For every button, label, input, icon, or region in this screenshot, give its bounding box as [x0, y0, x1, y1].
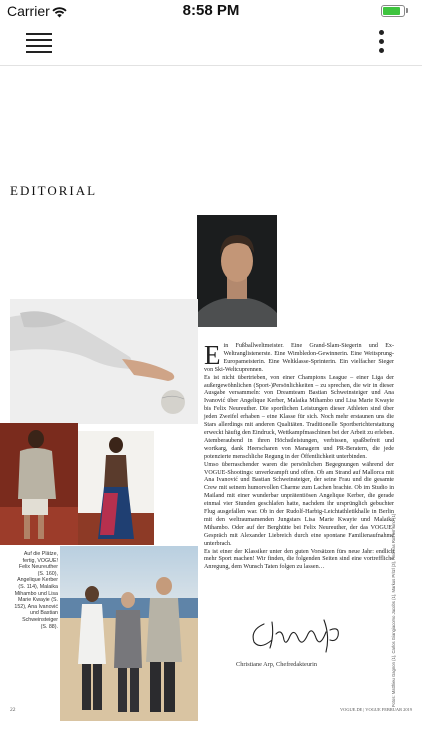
- athlete-photo-right: [78, 431, 154, 545]
- page-number: 22: [10, 707, 16, 713]
- photo-caption: Auf die Plätze, fertig, VOGUE! Felix Neureuther (S. 160), Angelique Kerber (S. 114), Malaika Mihambo und Lisa Marie Kwayie (S. 152), Ana Ivanović und Bastian Schweinsteiger (S. 88).: [14, 551, 58, 630]
- dropcap: E: [204, 340, 221, 370]
- clock: 8:58 PM: [182, 2, 240, 19]
- beach-group-photo: [60, 546, 198, 721]
- article-paragraph-1-text: in Fußballweltmeister. Eine Grand-Slam-Siegerin und Ex-Weltranglistenerste. Eine Wimbledon-Gewinnerin. Eine Weitsprung-Europameisterin. Eine Weltklasse-Sprinterin. Ein vielfacher Sieger von Ski-Weltcuprennen.: [204, 343, 394, 373]
- more-vertical-icon[interactable]: [374, 30, 388, 58]
- issue-footer: VOGUE.DE | VOGUE FEBRUAR 2019: [340, 707, 412, 712]
- arm-ball-photo: [10, 299, 198, 424]
- carrier-label: Carrier: [7, 3, 50, 19]
- nav-bar: [0, 22, 422, 66]
- handwritten-signature: [246, 612, 346, 661]
- article-paragraph-4: Es ist einer der Klassiker unter den guten Vorsätzen fürs neue Jahr: endlich mehr Sport machen! Wir finden, die folgenden Seiten sind eine vortreffliche Anregung, dem Wunsch Taten folgen zu lassen…: [204, 548, 394, 571]
- photo-credits: Fotos: Matthieu Gagnon (1), Carlos Giangiacomo Jacobs (1), Markus Pritzl (3), Andreas Rothermund (1): [391, 513, 396, 707]
- magazine-page[interactable]: [0, 67, 422, 750]
- signature-name: Christiane Arp, Chefredakteurin: [236, 661, 317, 668]
- battery-level: [383, 7, 400, 15]
- portrait-photo: [197, 215, 277, 327]
- status-bar: [0, 0, 422, 22]
- article-body: [204, 340, 394, 572]
- article-paragraph-2: Es ist nicht übertrieben, von einer Champions League – einer Liga der außergewöhnlichen (Sport-)Persönlichkeiten – zu sprechen, die wir in dieser Ausgabe versammeln: von Dreamteam Bastian Schweinsteiger und Ana Ivanović über Angelique Kerber, Malaika Mihambo und Lisa Marie Kwayie bis Felix Neureuther. Die sportlichen Leistungen dieser Athleten sind über jeden Zweifel erhaben – eine Klasse für sich. Noch mehr erstaunen uns die Stars allerdings mit anderen Qualitäten. Traditionelle Sportberichterstattung erweckt häufig den Eindruck, Wettkampfmaschinen bei der Arbeit zu erleben. Atemberaubend in ihren Höchstleistungen, verbissen, spaßbefreit und wortkarg, dank Heerscharen von Managern und PR-Beratern, die jede potenzierte menschliche Regung in der Öffentlichkeit unterbinden.: [204, 374, 394, 460]
- athlete-photo-left: [0, 423, 78, 545]
- battery-tip: [406, 8, 408, 13]
- hamburger-menu-icon[interactable]: [26, 33, 54, 53]
- page-title: EDITORIAL: [10, 183, 98, 198]
- article-paragraph-1: [204, 340, 394, 375]
- battery-icon: [381, 5, 405, 17]
- article-paragraph-3: Umso überraschender waren die persönlichen Begegnungen während der VOGUE-Shootings: unverkrampft und offen. Ob am Strand auf Mallorca mit Ana Ivanović und Bastian Schweinsteiger, der seine Frau und die gesamte Crew mit seinem humorvollen Charme zum Lachen brachte. Ob im Studio in Mailand mit einer wunderbar unprätentiösen Angelique Kerber, die gerade einmal vier Stunden geschlafen hatte, nachdem ihr ursprünglich gebuchter Flug ausgefallen war. Ob in der Rudolf-Harbig-Leichtathletikhalle in Berlin mit den weltraumamenden Jungstars Lisa Marie Kwayie und Malaika Mihambo. Oder auf der Berghütte bei Felix Neureuther, der das VOGUE-Gespräch mit Alexander Liebreich durch eine spontane Familienaufnahme unterbrach.: [204, 461, 394, 547]
